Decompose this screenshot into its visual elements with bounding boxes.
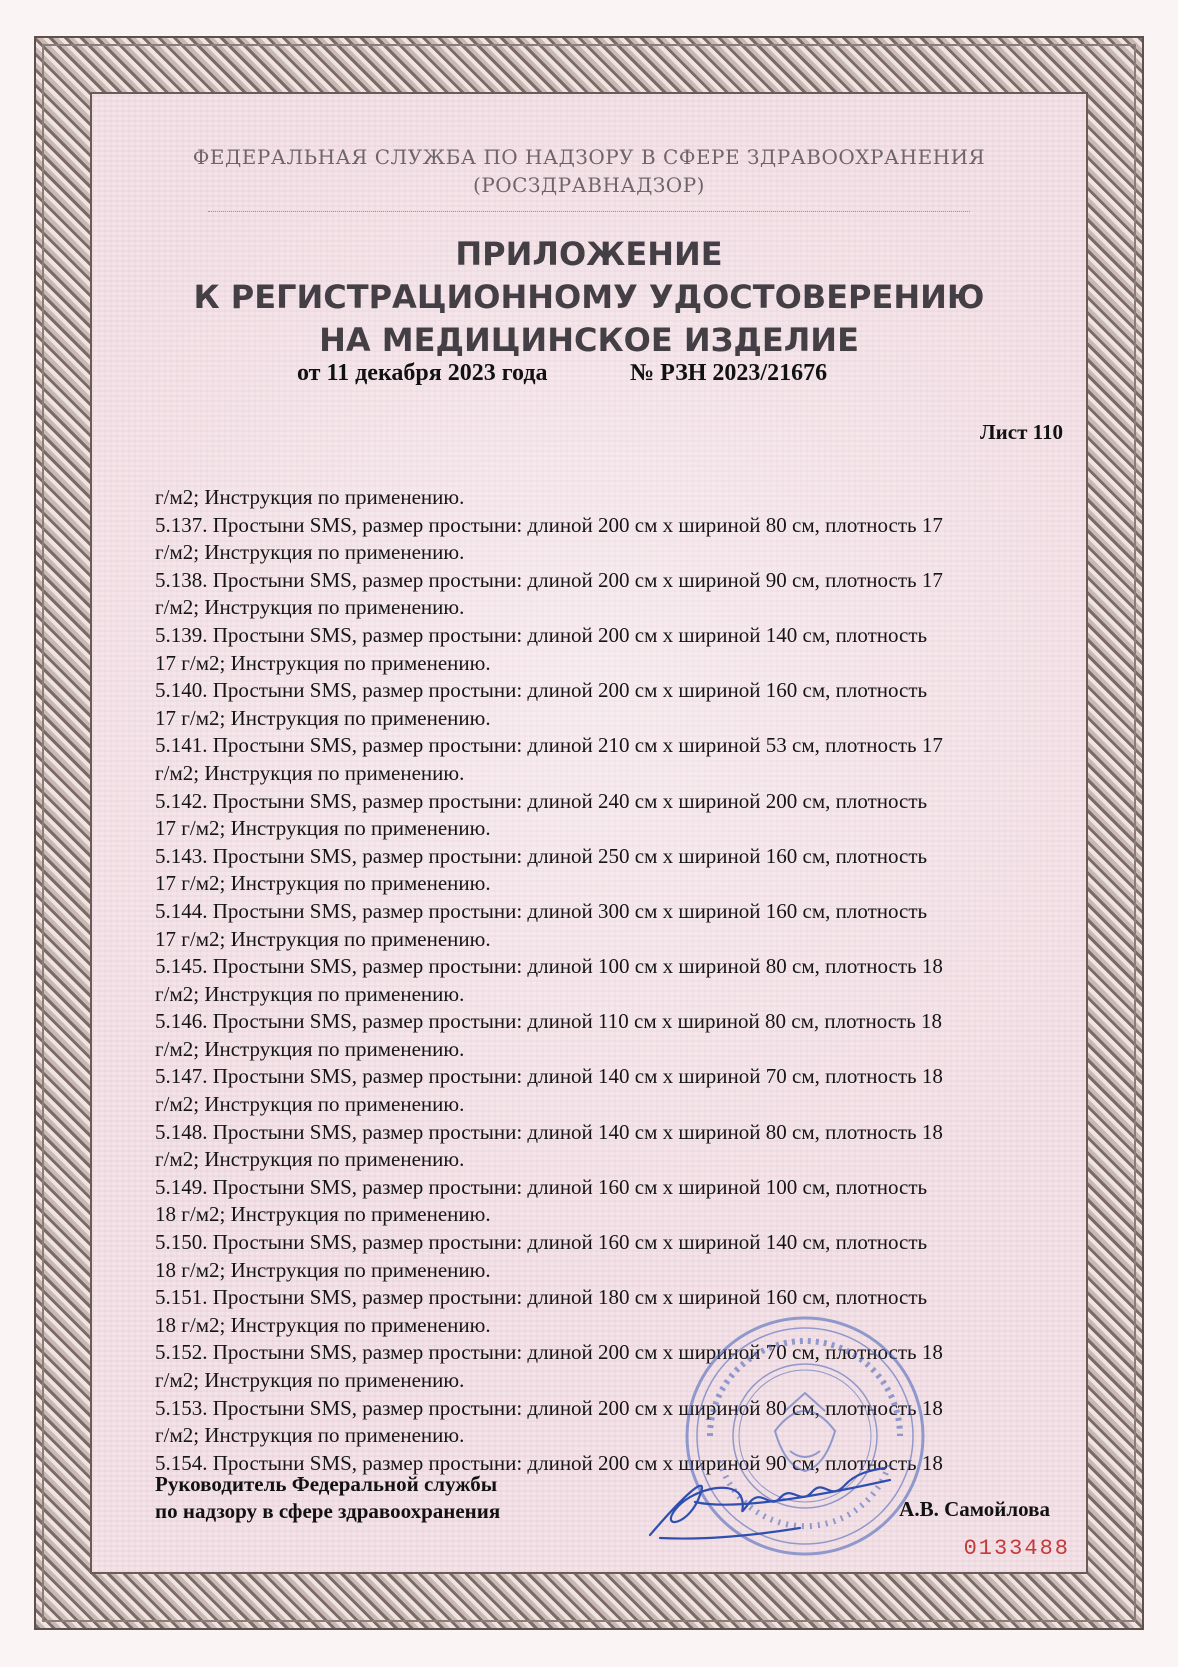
text-line: 5.141. Простыни SMS, размер простыни: длиной 210 см х шириной 53 см, плотность 17 (155, 733, 943, 758)
text-line: 5.144. Простыни SMS, размер простыни: длиной 300 см х шириной 160 см, плотность (155, 898, 928, 923)
text-line: 5.140. Простыни SMS, размер простыни: длиной 200 см х шириной 160 см, плотность (155, 678, 928, 703)
text-line: г/м2; Инструкция по применению. (155, 981, 465, 1006)
text-line: г/м2; Инструкция по применению. (155, 1092, 465, 1117)
text-line: 5.154. Простыни SMS, размер простыни: длиной 200 см х шириной 90 см, плотность 18 (155, 1450, 943, 1475)
registration-number: № РЗН 2023/21676 (630, 360, 828, 386)
position-line-2: по надзору в сфере здравоохранения (155, 1499, 501, 1523)
title-line-3: НА МЕДИЦИНСКОЕ ИЗДЕЛИЕ (319, 321, 859, 359)
text-line: г/м2; Инструкция по применению. (155, 485, 465, 509)
registration-line (0, 360, 1178, 394)
text-line: 5.149. Простыни SMS, размер простыни: длиной 160 см х шириной 100 см, плотность (155, 1174, 928, 1199)
text-line: 5.145. Простыни SMS, размер простыни: длиной 100 см х шириной 80 см, плотность 18 (155, 954, 943, 979)
text-line: г/м2; Инструкция по применению. (155, 1036, 465, 1061)
agency-abbreviation: (РОСЗДРАВНАДЗОР) (473, 173, 705, 197)
title-line-1: ПРИЛОЖЕНИЕ (455, 235, 723, 273)
text-line: 5.152. Простыни SMS, размер простыни: длиной 200 см х шириной 70 см, плотность 18 (155, 1340, 943, 1365)
text-line: г/м2; Инструкция по применению. (155, 760, 465, 785)
text-line: г/м2; Инструкция по применению. (155, 1147, 465, 1172)
signatory-name: А.В. Самойлова (899, 1497, 1050, 1521)
text-line: 5.146. Простыни SMS, размер простыни: длиной 110 см х шириной 80 см, плотность 18 (155, 1009, 943, 1034)
text-line: 17 г/м2; Инструкция по применению. (155, 816, 491, 841)
agency-name: ФЕДЕРАЛЬНАЯ СЛУЖБА ПО НАДЗОРУ В СФЕРЕ ЗДРАВООХРАНЕНИЯ (192, 145, 986, 169)
text-line: г/м2; Инструкция по применению. (155, 540, 465, 565)
title-line-2: К РЕГИСТРАЦИОННОМУ УДОСТОВЕРЕНИЮ (193, 278, 985, 316)
text-line: 5.150. Простыни SMS, размер простыни: длиной 160 см х шириной 140 см, плотность (155, 1230, 928, 1255)
text-line: 5.151. Простыни SMS, размер простыни: длиной 180 см х шириной 160 см, плотность (155, 1285, 928, 1310)
text-line: г/м2; Инструкция по применению. (155, 1423, 465, 1448)
text-line: 5.139. Простыни SMS, размер простыни: длиной 200 см х шириной 140 см, плотность (155, 622, 928, 647)
text-line: г/м2; Инструкция по применению. (155, 1368, 465, 1392)
text-line: 18 г/м2; Инструкция по применению. (155, 1202, 491, 1227)
text-line: 5.153. Простыни SMS, размер простыни: длиной 200 см х шириной 80 см, плотность 18 (155, 1395, 943, 1420)
text-line: 17 г/м2; Инструкция по применению. (155, 871, 491, 896)
text-line: 5.143. Простыни SMS, размер простыни: длиной 250 см х шириной 160 см, плотность (155, 843, 928, 868)
product-list (155, 484, 1050, 1477)
text-line: 5.137. Простыни SMS, размер простыни: длиной 200 см х шириной 80 см, плотность 17 (155, 512, 943, 537)
text-line: 5.138. Простыни SMS, размер простыни: длиной 200 см х шириной 90 см, плотность 17 (155, 567, 943, 592)
signatory-position (155, 1471, 500, 1525)
text-line: 5.147. Простыни SMS, размер простыни: длиной 140 см х шириной 70 см, плотность 18 (155, 1064, 943, 1089)
text-line: 18 г/м2; Инструкция по применению. (155, 1257, 491, 1282)
text-line: 5.142. Простыни SMS, размер простыни: длиной 240 см х шириной 200 см, плотность (155, 788, 928, 813)
form-serial-number: 0133488 (963, 1536, 1070, 1561)
text-line: 18 г/м2; Инструкция по применению. (155, 1312, 491, 1337)
text-line: 17 г/м2; Инструкция по применению. (155, 705, 491, 730)
text-line: 5.148. Простыни SMS, размер простыни: длиной 140 см х шириной 80 см, плотность 18 (155, 1119, 943, 1144)
text-line: г/м2; Инструкция по применению. (155, 595, 465, 620)
sheet-number: Лист 110 (980, 420, 1063, 444)
text-line: 17 г/м2; Инструкция по применению. (155, 650, 491, 675)
document-title (90, 233, 1088, 362)
issuing-agency (90, 143, 1088, 199)
divider (208, 211, 970, 212)
position-line-1: Руководитель Федеральной службы (155, 1472, 498, 1496)
text-line: 17 г/м2; Инструкция по применению. (155, 926, 491, 951)
issue-date: от 11 декабря 2023 года (297, 360, 548, 386)
